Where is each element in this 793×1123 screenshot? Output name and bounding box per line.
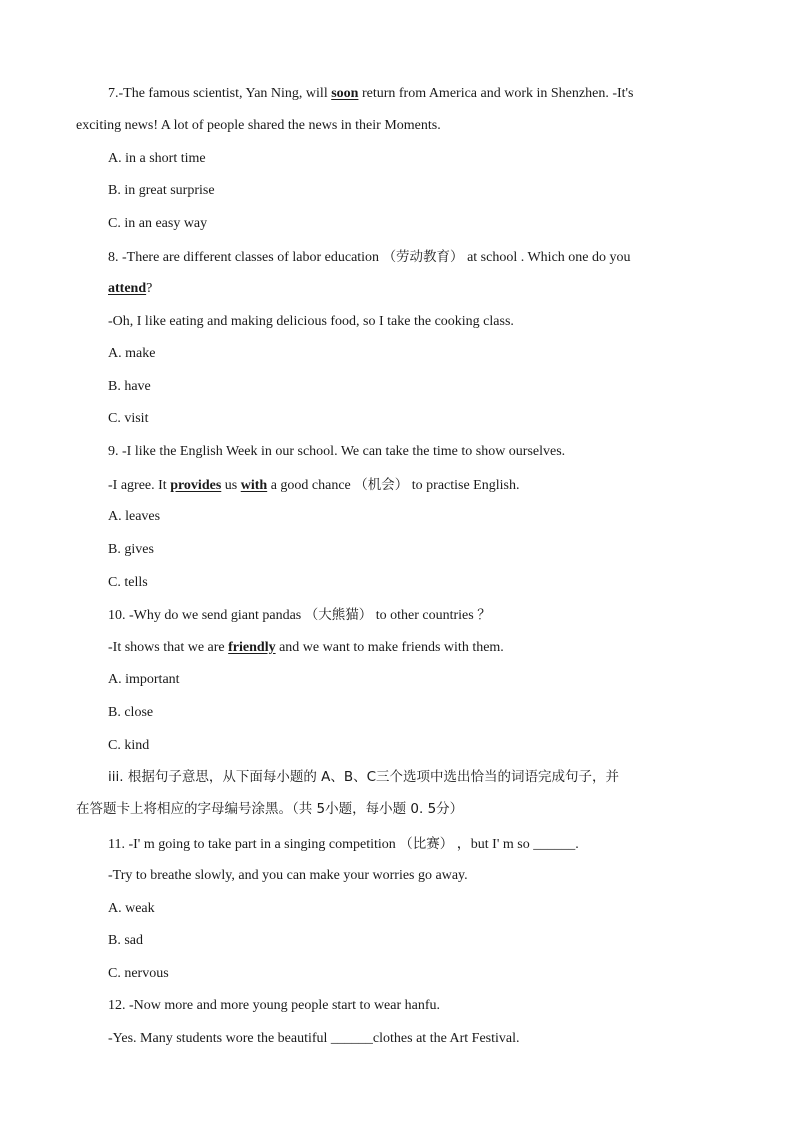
- q11-text-b: ，but I' m so ______.: [453, 837, 579, 852]
- q9-line2: [108, 476, 519, 495]
- q9-text: -I like the English Week in our school. We can take the time to show ourselves.: [118, 444, 566, 459]
- q10-number: 10.: [108, 608, 126, 623]
- section3-instruction-line1: iii. 根据句子意思，从下面每小题的 A、B、C三个选项中选出恰当的词语完成句子，并: [108, 769, 620, 785]
- q8-chinese-note: （劳动教育）: [382, 249, 464, 265]
- q11-option-a: A. weak: [108, 901, 155, 916]
- q10-option-a: A. important: [108, 672, 180, 687]
- q7-line2: exciting news! A lot of people shared the news in their Moments.: [76, 118, 441, 133]
- q11-chinese-note: （比赛）: [399, 836, 454, 852]
- q9-mid: us: [221, 478, 241, 493]
- q8-keyword: attend: [108, 281, 147, 296]
- q8-option-b: B. have: [108, 379, 151, 394]
- q7-option-c: C. in an easy way: [108, 216, 208, 231]
- q10-text-c: -It shows that we are: [108, 640, 229, 655]
- q9-number: 9.: [108, 444, 119, 459]
- q8-number: 8.: [108, 250, 119, 265]
- q7-text-b: return from America and work in Shenzhen. -It's: [358, 86, 634, 101]
- q9-option-a: A. leaves: [108, 509, 161, 524]
- section3-instruction-line2: 在答题卡上将相应的字母编号涂黑。（共 5小题，每小题 0. 5分）: [76, 801, 464, 817]
- q10-text-d: and we want to make friends with them.: [275, 640, 504, 655]
- q12-text: -Now more and more young people start to wear hanfu.: [125, 998, 441, 1013]
- q11-number: 11.: [108, 837, 125, 852]
- q9-text-b: a good chance: [267, 478, 355, 493]
- q7-keyword: soon: [331, 86, 359, 101]
- q8-line1: [108, 248, 631, 267]
- q8-option-c: C. visit: [108, 411, 149, 426]
- q10-text-a: -Why do we send giant pandas: [125, 608, 305, 623]
- q9-keyword-with: with: [240, 478, 268, 493]
- q10-line1: [108, 606, 491, 625]
- q10-keyword: friendly: [228, 640, 276, 655]
- q9-text-c: to practise English.: [408, 478, 520, 493]
- q8-question-mark: ?: [146, 281, 153, 296]
- q8-reply: -Oh, I like eating and making delicious food, so I take the cooking class.: [108, 314, 514, 329]
- q10-chinese-note: （大熊猫）: [304, 607, 373, 623]
- q10-option-c: C. kind: [108, 738, 150, 753]
- q12-line2: -Yes. Many students wore the beautiful ______clothes at the Art Festival.: [108, 1031, 520, 1046]
- q10-text-b: to other countries: [372, 608, 478, 623]
- q9-option-b: B. gives: [108, 542, 154, 557]
- q7-number: 7.: [108, 86, 119, 101]
- q9-keyword-provides: provides: [170, 478, 222, 493]
- q9-text-a: -I agree. It: [108, 478, 171, 493]
- q8-text-b: at school . Which one do you: [463, 250, 631, 265]
- q7-line1: [108, 85, 634, 103]
- q10-question-mark: ？: [477, 607, 491, 623]
- q7-text-a: -The famous scientist, Yan Ning, will: [118, 86, 332, 101]
- q8-option-a: A. make: [108, 346, 156, 361]
- q8-text-a: -There are different classes of labor education: [118, 250, 383, 265]
- q11-text-a: -I' m going to take part in a singing competition: [124, 837, 400, 852]
- q7-option-a: A. in a short time: [108, 151, 206, 166]
- q11-option-c: C. nervous: [108, 966, 169, 981]
- q8-line2: [108, 280, 152, 298]
- q10-line2: [108, 639, 504, 657]
- q7-option-b: B. in great surprise: [108, 183, 215, 198]
- q11-line1: [108, 835, 579, 854]
- q9-line1: [108, 443, 565, 461]
- q10-option-b: B. close: [108, 705, 154, 720]
- q9-option-c: C. tells: [108, 575, 148, 590]
- q12-line1: [108, 997, 440, 1015]
- q9-chinese-note: （机会）: [354, 477, 409, 493]
- q11-option-b: B. sad: [108, 933, 143, 948]
- q11-reply: -Try to breathe slowly, and you can make your worries go away.: [108, 868, 468, 883]
- q12-number: 12.: [108, 998, 126, 1013]
